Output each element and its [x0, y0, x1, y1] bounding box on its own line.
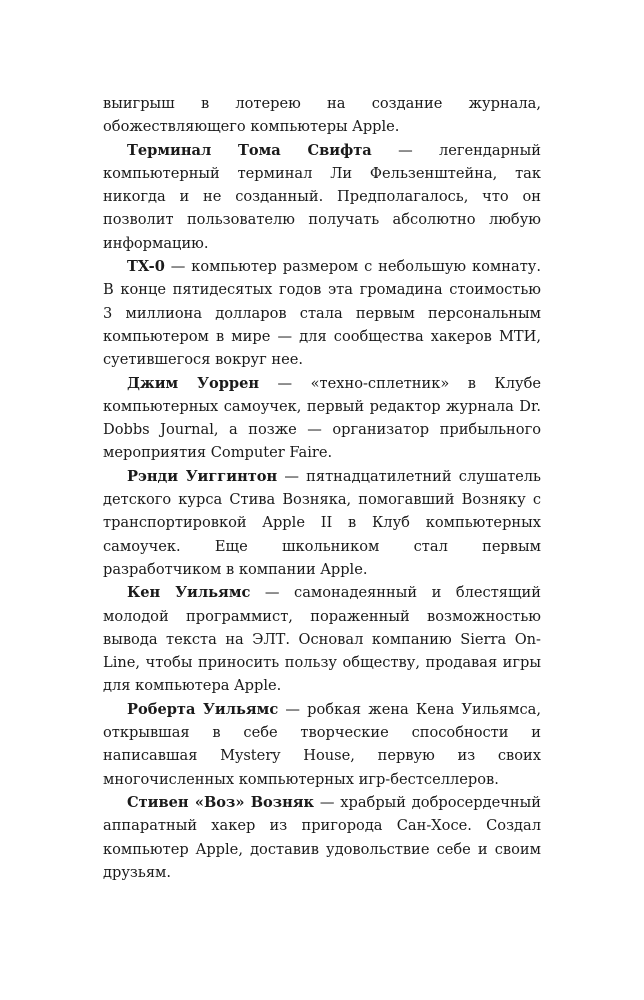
- entry-term: Кен Уильямс: [127, 584, 251, 602]
- page-body: [103, 92, 541, 884]
- glossary-entry-steve-wozniak: [103, 791, 541, 884]
- entry-text: — компьютер размером с небольшую комнату. В конце пятидесятых годов эта громадина стоимостью 3 миллиона долларов стала первым персональным компьютером в мире — для сообщества хакеров МТИ, суетившегося вокруг нее.: [103, 258, 541, 369]
- entry-term: Джим Уоррен: [127, 374, 260, 392]
- glossary-entry-ken-williams: [103, 581, 541, 697]
- glossary-entry-tom-swift-terminal: [103, 139, 541, 255]
- intro-paragraph: выигрыш в лотерею на создание журнала, обожествляющего компьютеры Apple.: [103, 95, 541, 136]
- entry-text: — легендарный компьютерный терминал Ли Фельзенштейна, так никогда и не созданный. Предполагалось, что он позволит пользователю получать абсолютно любую информацию.: [103, 141, 542, 252]
- entry-text: — робкая жена Кена Уильямса, открывшая в себе творческие способности и написавшая Mystery House, первую из своих многочисленных компьютерных игр-бестселлеров.: [103, 700, 542, 788]
- entry-term: Роберта Уильямс: [127, 700, 279, 718]
- entry-text: — «техно-сплетник» в Клубе компьютерных самоучек, первый редактор журнала Dr. Dobbs Journal, а позже — организатор прибыльного мероприятия Computer Faire.: [103, 374, 542, 462]
- glossary-entry-tx-0: [103, 255, 541, 371]
- glossary-entry-jim-warren: [103, 372, 541, 465]
- entry-term: Терминал Тома Свифта: [127, 141, 372, 159]
- glossary-entry-randy-wigginton: [103, 465, 541, 581]
- entry-term: TX-0: [127, 258, 165, 276]
- entry-text: — самонадеянный и блестящий молодой программист, пораженный возможностью вывода текста на ЭЛТ. Основал компанию Sierra On-Line, чтобы приносить пользу обществу, продавая игры для компьютера Apple.: [103, 584, 542, 695]
- entry-text: — храбрый добросердечный аппаратный хакер из пригорода Сан-Хосе. Создал компьютер Apple, доставив удовольствие себе и своим друзьям.: [103, 793, 541, 881]
- entry-text: — пятнадцатилетний слушатель детского курса Стива Возняка, помогавший Возняку с транспортировкой Apple II в Клуб компьютерных самоучек. Еще школьником стал первым разработчиком в компании Apple.: [103, 467, 541, 578]
- entry-term: Стивен «Воз» Возняк: [127, 793, 315, 811]
- glossary-entry-roberta-williams: [103, 698, 541, 791]
- entry-term: Рэнди Уиггинтон: [127, 467, 278, 485]
